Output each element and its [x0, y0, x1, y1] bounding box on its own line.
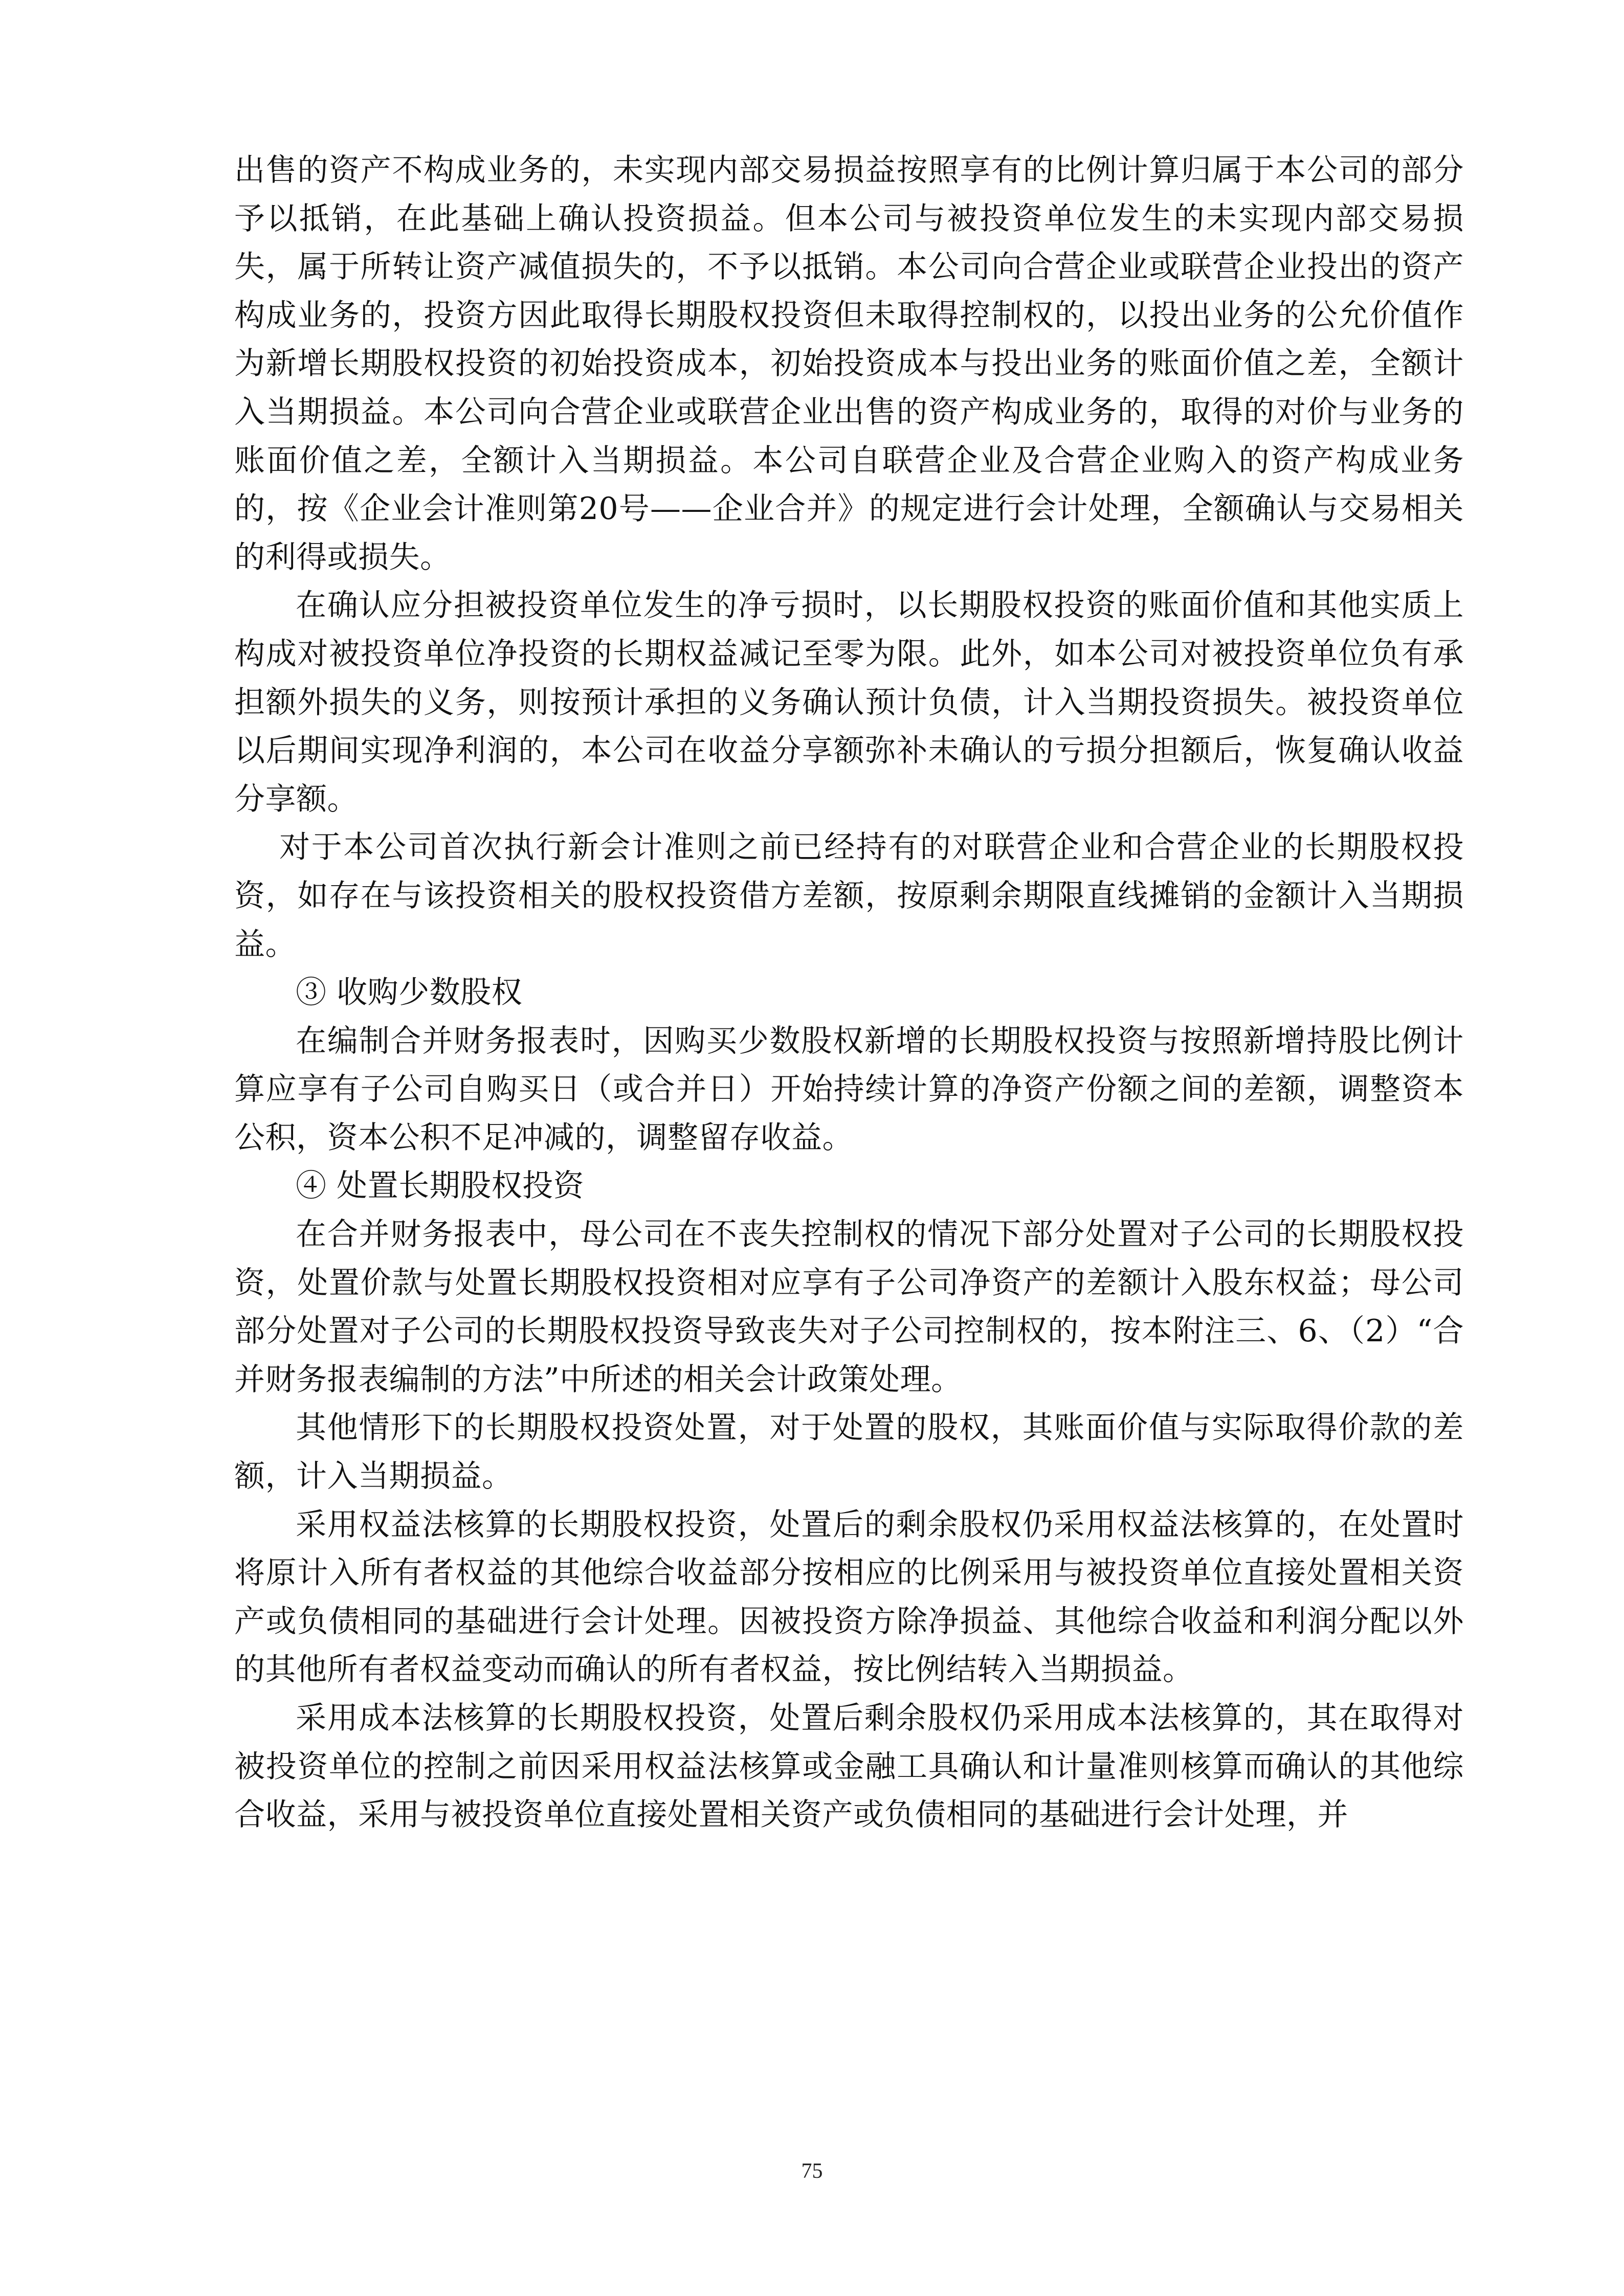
paragraph-8: 采用成本法核算的长期股权投资，处置后剩余股权仍采用成本法核算的，其在取得对被投资单位的控制之前因采用权益法核算或金融工具确认和计量准则核算而确认的其他综合收益，采用与被投资单位直接处置相关资产或负债相同的基础进行会计处理，并 — [234, 1700, 1464, 1833]
paragraph-7: 采用权益法核算的长期股权投资，处置后的剩余股权仍采用权益法核算的，在处置时将原计入所有者权益的其他综合收益部分按相应的比例采用与被投资单位直接处置相关资产或负债相同的基础进行会计处理。因被投资方除净损益、其他综合收益和利润分配以外的其他所有者权益变动而确认的所有者权益，按比例结转入当期损益。 — [234, 1506, 1464, 1688]
paragraph-3: 对于本公司首次执行新会计准则之前已经持有的对联营企业和合营企业的长期股权投资，如存在与该投资相关的股权投资借方差额，按原剩余期限直线摊销的金额计入当期损益。 — [234, 829, 1464, 962]
page-number: 75 — [801, 2159, 823, 2183]
section-heading-4: ④ 处置长期股权投资 — [296, 1168, 585, 1204]
section-heading-3: ③ 收购少数股权 — [296, 975, 523, 1011]
paragraph-1: 出售的资产不构成业务的，未实现内部交易损益按照享有的比例计算归属于本公司的部分予以抵销，在此基础上确认投资损益。但本公司与被投资单位发生的未实现内部交易损失，属于所转让资产减值损失的，不予以抵销。本公司向合营企业或联营企业投出的资产构成业务的，投资方因此取得长期股权投资但未取得控制权的，以投出业务的公允价值作为新增长期股权投资的初始投资成本，初始投资成本与投出业务的账面价值之差，全额计入当期损益。本公司向合营企业或联营企业出售的资产构成业务的，取得的对价与业务的账面价值之差，全额计入当期损益。本公司自联营企业及合营企业购入的资产构成业务的，按《企业会计准则第20号——企业合并》的规定进行会计处理，全额确认与交易相关的利得或损失。 — [234, 152, 1464, 575]
document-body — [234, 146, 1464, 1839]
paragraph-2: 在确认应分担被投资单位发生的净亏损时，以长期股权投资的账面价值和其他实质上构成对被投资单位净投资的长期权益减记至零为限。此外，如本公司对被投资单位负有承担额外损失的义务，则按预计承担的义务确认预计负债，计入当期投资损失。被投资单位以后期间实现净利润的，本公司在收益分享额弥补未确认的亏损分担额后，恢复确认收益分享额。 — [234, 588, 1464, 817]
paragraph-4: 在编制合并财务报表时，因购买少数股权新增的长期股权投资与按照新增持股比例计算应享有子公司自购买日（或合并日）开始持续计算的净资产份额之间的差额，调整资本公积，资本公积不足冲减的，调整留存收益。 — [234, 1023, 1464, 1156]
paragraph-6: 其他情形下的长期股权投资处置，对于处置的股权，其账面价值与实际取得价款的差额，计入当期损益。 — [234, 1410, 1464, 1495]
paragraph-5: 在合并财务报表中，母公司在不丧失控制权的情况下部分处置对子公司的长期股权投资，处置价款与处置长期股权投资相对应享有子公司净资产的差额计入股东权益；母公司部分处置对子公司的长期股权投资导致丧失对子公司控制权的，按本附注三、6、（2）“合并财务报表编制的方法”中所述的相关会计政策处理。 — [234, 1217, 1464, 1398]
